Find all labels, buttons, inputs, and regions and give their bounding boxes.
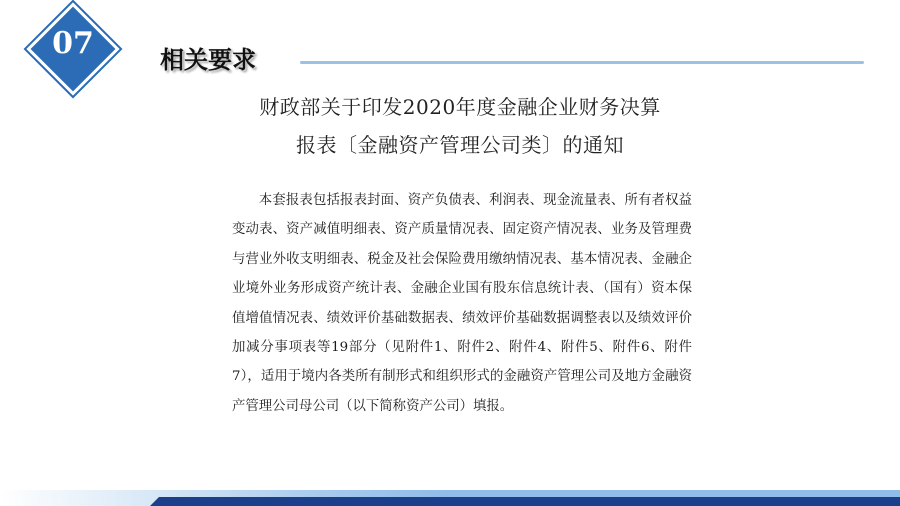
document-paragraph: 本套报表包括报表封面、资产负债表、利润表、现金流量表、所有者权益变动表、资产减值明细表、资产质量情况表、固定资产情况表、业务及管理费与营业外收支明细表、税金及社会保险费用缴纳情况表、基本情况表、金融企业境外业务形成资产统计表、金融企业国有股东信息统计表、（国有）资本保值增值情况表、绩效评价基础数据表、绩效评价基础数据调整表以及绩效评价加减分事项表等19部分（见附件1、附件2、附件4、附件5、附件6、附件7），适用于境内各类所有制形式和组织形式的金融资产管理公司及地方金融资产管理公司母公司（以下简称资产公司）填报。 (232, 193, 692, 414)
section-number: 07 (52, 26, 94, 61)
header-divider (300, 61, 864, 64)
document-title-line-2: 报表〔金融资产管理公司类〕的通知 (296, 133, 624, 157)
document-body (232, 186, 692, 421)
document-title (180, 88, 740, 164)
footer-dark-stripe (150, 497, 900, 506)
footer-decoration (0, 490, 900, 506)
document-title-line-1: 财政部关于印发2020年度金融企业财务决算 (259, 95, 661, 119)
section-number-badge (30, 6, 130, 106)
section-title: 相关要求 (160, 46, 256, 74)
